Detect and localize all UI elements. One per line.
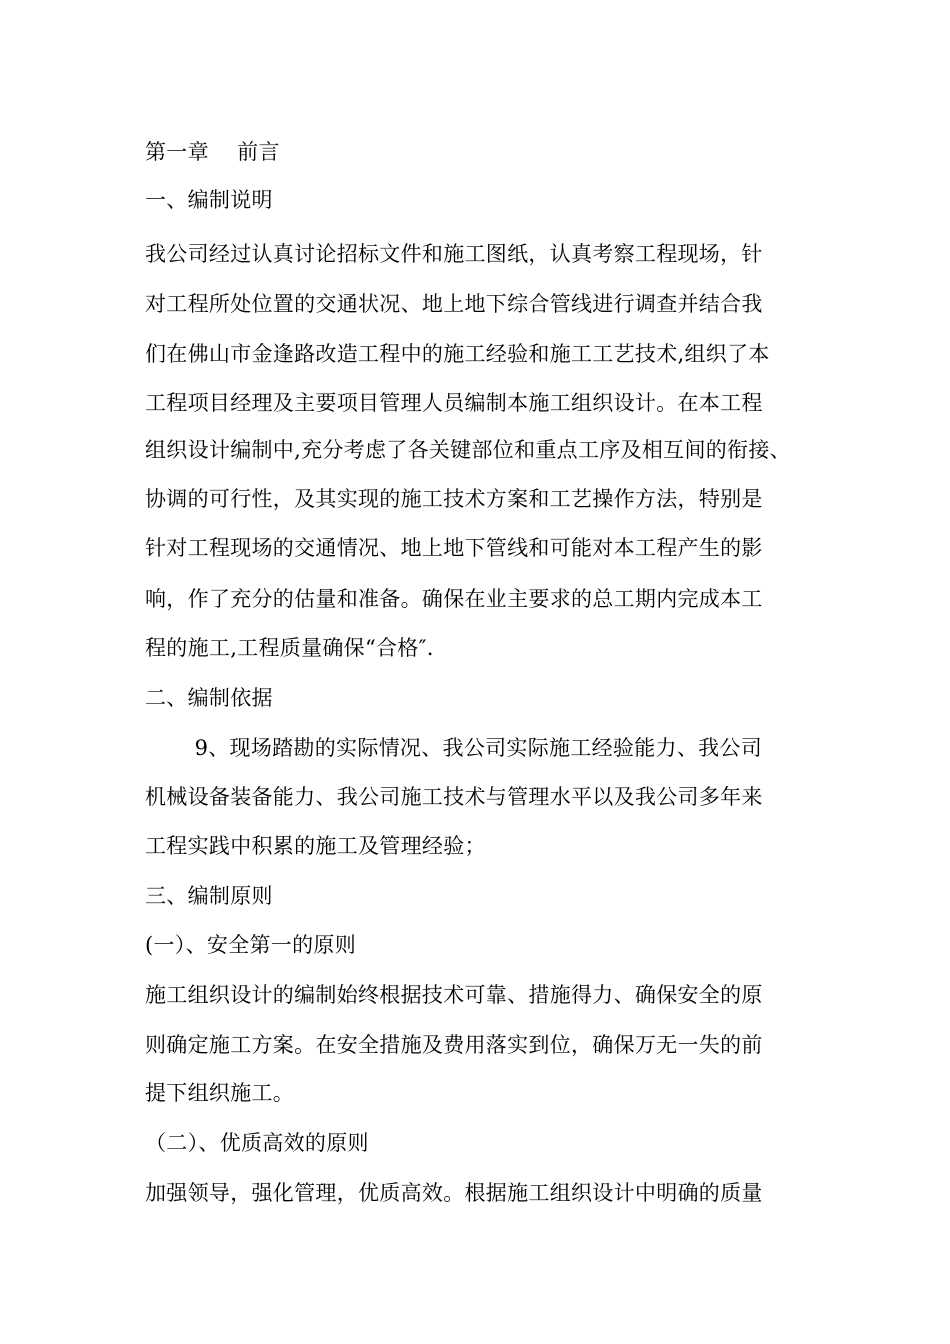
paragraph-line: 组织设计编制中,充分考虑了各关键部位和重点工序及相互间的衔接、 [145, 438, 791, 462]
paragraph-line: 们在佛山市金逢路改造工程中的施工经验和施工工艺技术,组织了本 [145, 342, 770, 366]
section-heading: 三、编制原则 [145, 884, 273, 908]
subsection-heading: （二）、优质高效的原则 [145, 1131, 369, 1155]
paragraph-line: 协调的可行性，及其实现的施工技术方案和工艺操作方法，特别是 [145, 487, 763, 511]
paragraph-line: 响，作了充分的估量和准备。确保在业主要求的总工期内完成本工 [145, 587, 763, 611]
paragraph-line: 对工程所处位置的交通状况、地上地下综合管线进行调查并结合我 [145, 292, 763, 316]
paragraph-line: 工程项目经理及主要项目管理人员编制本施工组织设计。在本工程 [145, 391, 763, 415]
section-heading: 二、编制依据 [145, 686, 273, 710]
paragraph-line: 9、现场踏勘的实际情况、我公司实际施工经验能力、我公司 [145, 736, 763, 760]
paragraph-line: 工程实践中积累的施工及管理经验； [145, 834, 486, 858]
paragraph-line: 加强领导，强化管理，优质高效。根据施工组织设计中明确的质量 [145, 1181, 763, 1205]
paragraph-line: 提下组织施工。 [145, 1081, 295, 1105]
section-heading: 一、编制说明 [145, 188, 273, 212]
subsection-heading: (一）、安全第一的原则 [145, 933, 356, 957]
paragraph-line: 针对工程现场的交通情况、地上地下管线和可能对本工程产生的影 [145, 536, 763, 560]
paragraph-line: 则确定施工方案。在安全措施及费用落实到位，确保万无一失的前 [145, 1033, 763, 1057]
paragraph-line: 我公司经过认真讨论招标文件和施工图纸，认真考察工程现场，针 [145, 242, 763, 266]
paragraph-line: 机械设备装备能力、我公司施工技术与管理水平以及我公司多年来 [145, 785, 763, 809]
paragraph-line: 施工组织设计的编制始终根据技术可靠、措施得力、确保安全的原 [145, 983, 763, 1007]
paragraph-line: 程的施工,工程质量确保“合格″. [145, 636, 434, 660]
chapter-title: 第一章 前言 [145, 140, 280, 164]
